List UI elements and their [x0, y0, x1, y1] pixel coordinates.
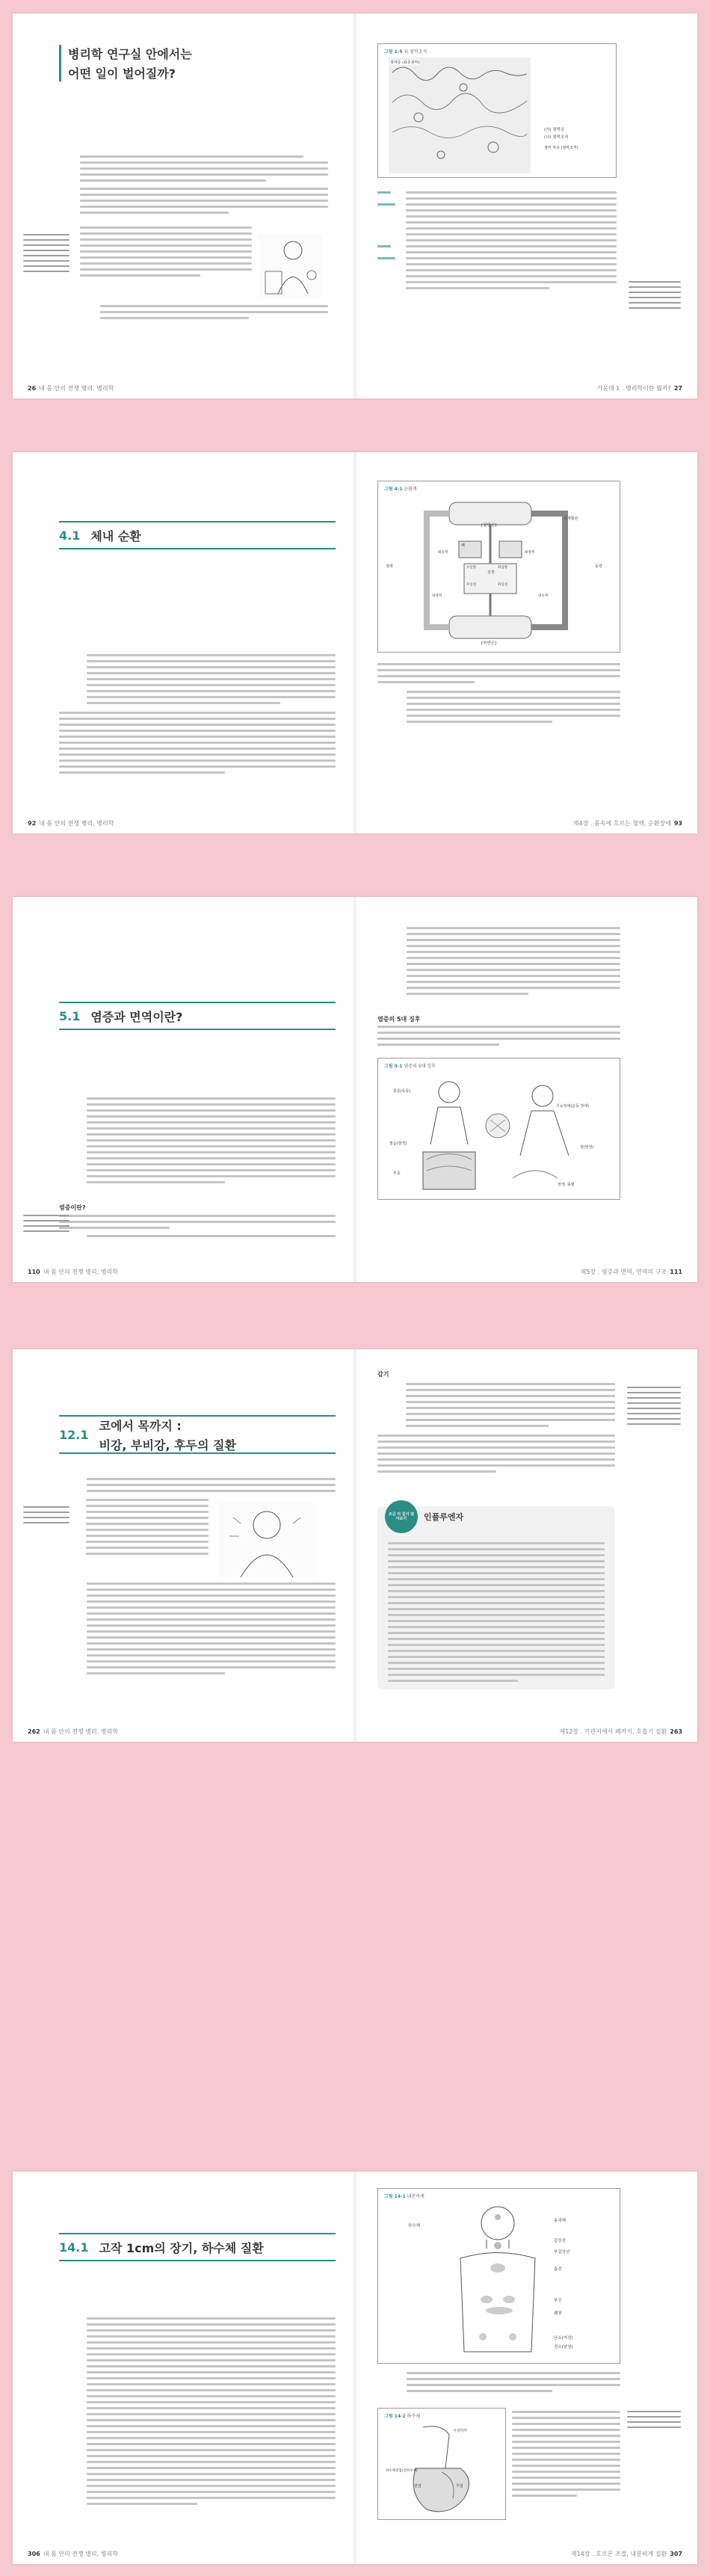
body-text-narrow — [80, 227, 252, 280]
figure-label: 열(발열) — [580, 1145, 594, 1150]
dialogue-text — [377, 927, 620, 999]
figure-label: 붉음(발적) — [389, 1141, 407, 1146]
figure-label: 정맥 — [386, 564, 393, 569]
figure-label: 췌장 — [554, 2311, 562, 2316]
illustration-sick-person — [218, 1503, 315, 1577]
figure-14-2 — [377, 2408, 506, 2520]
chapter-title: 체내 순환 — [90, 529, 141, 543]
page-263 — [355, 1349, 697, 1742]
running-footer: 제12장 . 기관지에서 폐까지, 호흡기 질환 — [559, 1728, 667, 1735]
page-number: 110 — [28, 1269, 40, 1275]
figure-label: 후엽 — [456, 2484, 463, 2489]
figure-number: 그림 5-1 — [384, 1064, 403, 1069]
chapter-title: 고작 1cm의 장기, 하수체 질환 — [99, 2240, 264, 2255]
column-box — [377, 1506, 615, 1689]
body-text — [59, 1215, 336, 1241]
chapter-number: 4.1 — [59, 528, 81, 543]
column-badge: 조금 더 깊이 알아보기 — [385, 1500, 418, 1533]
figure-label: 점막층 (표층점막) — [390, 61, 420, 65]
figure-label: 폐정맥 — [525, 551, 535, 555]
chapter-number: 14.1 — [59, 2240, 89, 2255]
page-306 — [13, 2172, 355, 2564]
dialogue-text — [59, 1478, 336, 1496]
page-number: 306 — [28, 2551, 40, 2557]
figure-label: 부신 — [554, 2299, 562, 2303]
figure-label: 좌심방 — [498, 566, 508, 570]
side-note — [23, 234, 70, 276]
running-footer: 내 몸 안의 전쟁 병리, 병리학 — [39, 385, 114, 392]
running-footer: 내 몸 안의 전쟁 병리, 병리학 — [43, 1728, 118, 1735]
page-92 — [13, 452, 355, 833]
figure-label: 전엽 — [414, 2484, 422, 2489]
page-262 — [13, 1349, 355, 1742]
figure-caption: 염증의 5대 징후 — [404, 1064, 436, 1069]
figure-caption: 순환계 — [404, 487, 417, 492]
page-number: 262 — [28, 1728, 40, 1735]
figure-14-1 — [377, 2188, 620, 2364]
chapter-title-line1: 코에서 목까지 : — [99, 1418, 182, 1433]
side-note — [629, 281, 681, 312]
spread-5 — [13, 2172, 697, 2564]
page-number: 93 — [673, 820, 682, 827]
page-title-line2: 어떤 일이 벌어질까? — [68, 67, 176, 81]
figure-label: 장액, 출혈 — [558, 1183, 575, 1187]
running-footer: 제4장 . 몸속에 흐르는 혈액, 순환장애 — [572, 820, 671, 827]
running-footer: 내 몸 안의 전쟁 병리, 병리학 — [43, 1269, 118, 1275]
running-footer: 내 몸 안의 전쟁 병리, 병리학 — [39, 820, 114, 827]
page-27 — [355, 13, 697, 398]
figure-label: 정소(남성) — [554, 2345, 573, 2349]
figure-label: 대동맥 — [538, 594, 549, 598]
spread-1 — [13, 13, 697, 398]
dialogue-text — [59, 1097, 336, 1187]
figure-label: 하수체 — [408, 2224, 420, 2228]
figure-label: [상반신] — [481, 523, 497, 528]
body-text — [377, 1026, 620, 1050]
sub-heading: 염증이란? — [59, 1204, 86, 1211]
chapter-title-line2: 비강, 부비강, 후두의 질환 — [99, 1438, 236, 1452]
speaker-labels — [377, 191, 400, 263]
running-footer: 내 몸 안의 전쟁 병리, 병리학 — [43, 2551, 118, 2557]
dialogue-text — [377, 1383, 615, 1476]
figure-number: 그림 1-5 — [384, 49, 403, 55]
figure-label: 송과체 — [554, 2219, 566, 2223]
figure-number: 그림 14-2 — [384, 2414, 406, 2419]
figure-label: 흉선 — [554, 2267, 562, 2272]
body-text — [59, 654, 336, 777]
figure-label: 우심방 — [466, 566, 477, 570]
figure-label: 하수체전엽(선하수체) — [386, 2469, 418, 2473]
spread-4 — [13, 1349, 697, 1742]
figure-label: 모세혈관 — [564, 517, 578, 521]
chapter-number: 12.1 — [59, 1427, 89, 1442]
chapter-title: 염증과 면역이란? — [90, 1009, 183, 1024]
dialogue-text — [377, 191, 617, 293]
dialogue-text — [59, 1583, 336, 1678]
figure-caption: 하수체 — [407, 2414, 421, 2419]
figure-number: 그림 4-1 — [384, 487, 403, 492]
figure-label: 갑상선 — [554, 2239, 566, 2243]
page-number: 307 — [670, 2551, 682, 2557]
running-footer: 가운데 1 . 병리학이란 뭘까? — [596, 385, 671, 392]
spread-3 — [13, 897, 697, 1282]
figure-label: [하반신] — [481, 641, 497, 646]
side-note — [627, 2411, 681, 2432]
page-title-line1: 병리학 연구실 안에서는 — [68, 47, 192, 61]
figure-label: 대정맥 — [432, 594, 442, 598]
running-footer: 제14장 . 호르몬 조절, 내분비계 질환 — [570, 2551, 667, 2557]
page-number: 263 — [670, 1728, 682, 1735]
figure-label: 좌심실 — [498, 583, 508, 587]
dialogue-text — [377, 2372, 620, 2396]
side-note — [23, 1506, 70, 1527]
page-number: 27 — [673, 385, 682, 392]
figure-label: (가) 점막층 — [544, 128, 565, 132]
figure-label: 폐동맥 — [438, 551, 448, 555]
figure-1-5 — [377, 43, 617, 178]
figure-label: 기능장애(운동 장애) — [556, 1104, 590, 1109]
page-110 — [13, 897, 355, 1282]
body-text — [377, 663, 620, 727]
illustration-researcher — [259, 234, 323, 298]
figure-5-1 — [377, 1058, 620, 1200]
chapter-number: 5.1 — [59, 1008, 81, 1023]
figure-number: 그림 14-1 — [384, 2194, 406, 2199]
side-note — [23, 1215, 70, 1236]
figure-label: 시상하부 — [453, 2429, 468, 2433]
figure-label: 점막 하층 (점막조직) — [544, 146, 578, 150]
figure-caption: 내분비계 — [407, 2194, 425, 2199]
section-heading: 염증의 5대 징후 — [377, 1016, 421, 1023]
page-number: 111 — [670, 1269, 682, 1275]
figure-label: 동맥 — [595, 564, 602, 569]
figure-label: 통증(동통) — [393, 1089, 411, 1094]
figure-label: 폐 — [461, 543, 465, 548]
page-93 — [355, 452, 697, 833]
spread-2 — [13, 452, 697, 833]
figure-label: (나) 점막조직 — [544, 135, 569, 140]
section-heading: 감기 — [377, 1371, 389, 1378]
dialogue-text-narrow — [59, 1499, 209, 1559]
figure-label: 난소(여성) — [554, 2336, 573, 2341]
page-number: 92 — [28, 820, 37, 827]
figure-label: 심장 — [487, 570, 495, 575]
figure-label: 부갑상선 — [554, 2250, 570, 2255]
page-111 — [355, 897, 697, 1282]
page-number: 26 — [28, 385, 37, 392]
running-footer: 제5장 . 염증과 면역, 면역의 구조 — [580, 1269, 667, 1275]
side-note — [627, 1387, 681, 1429]
body-text — [80, 155, 328, 218]
dialogue-text — [59, 2317, 336, 2509]
page-26 — [13, 13, 355, 398]
figure-label: 우심실 — [466, 583, 477, 587]
figure-caption: 위 점막조직 — [404, 49, 427, 55]
figure-4-1 — [377, 481, 620, 653]
column-heading: 인플루엔자 — [424, 1512, 464, 1522]
page-307 — [355, 2172, 697, 2564]
body-text-narrow — [512, 2411, 620, 2500]
figure-label: 부종 — [393, 1171, 401, 1176]
